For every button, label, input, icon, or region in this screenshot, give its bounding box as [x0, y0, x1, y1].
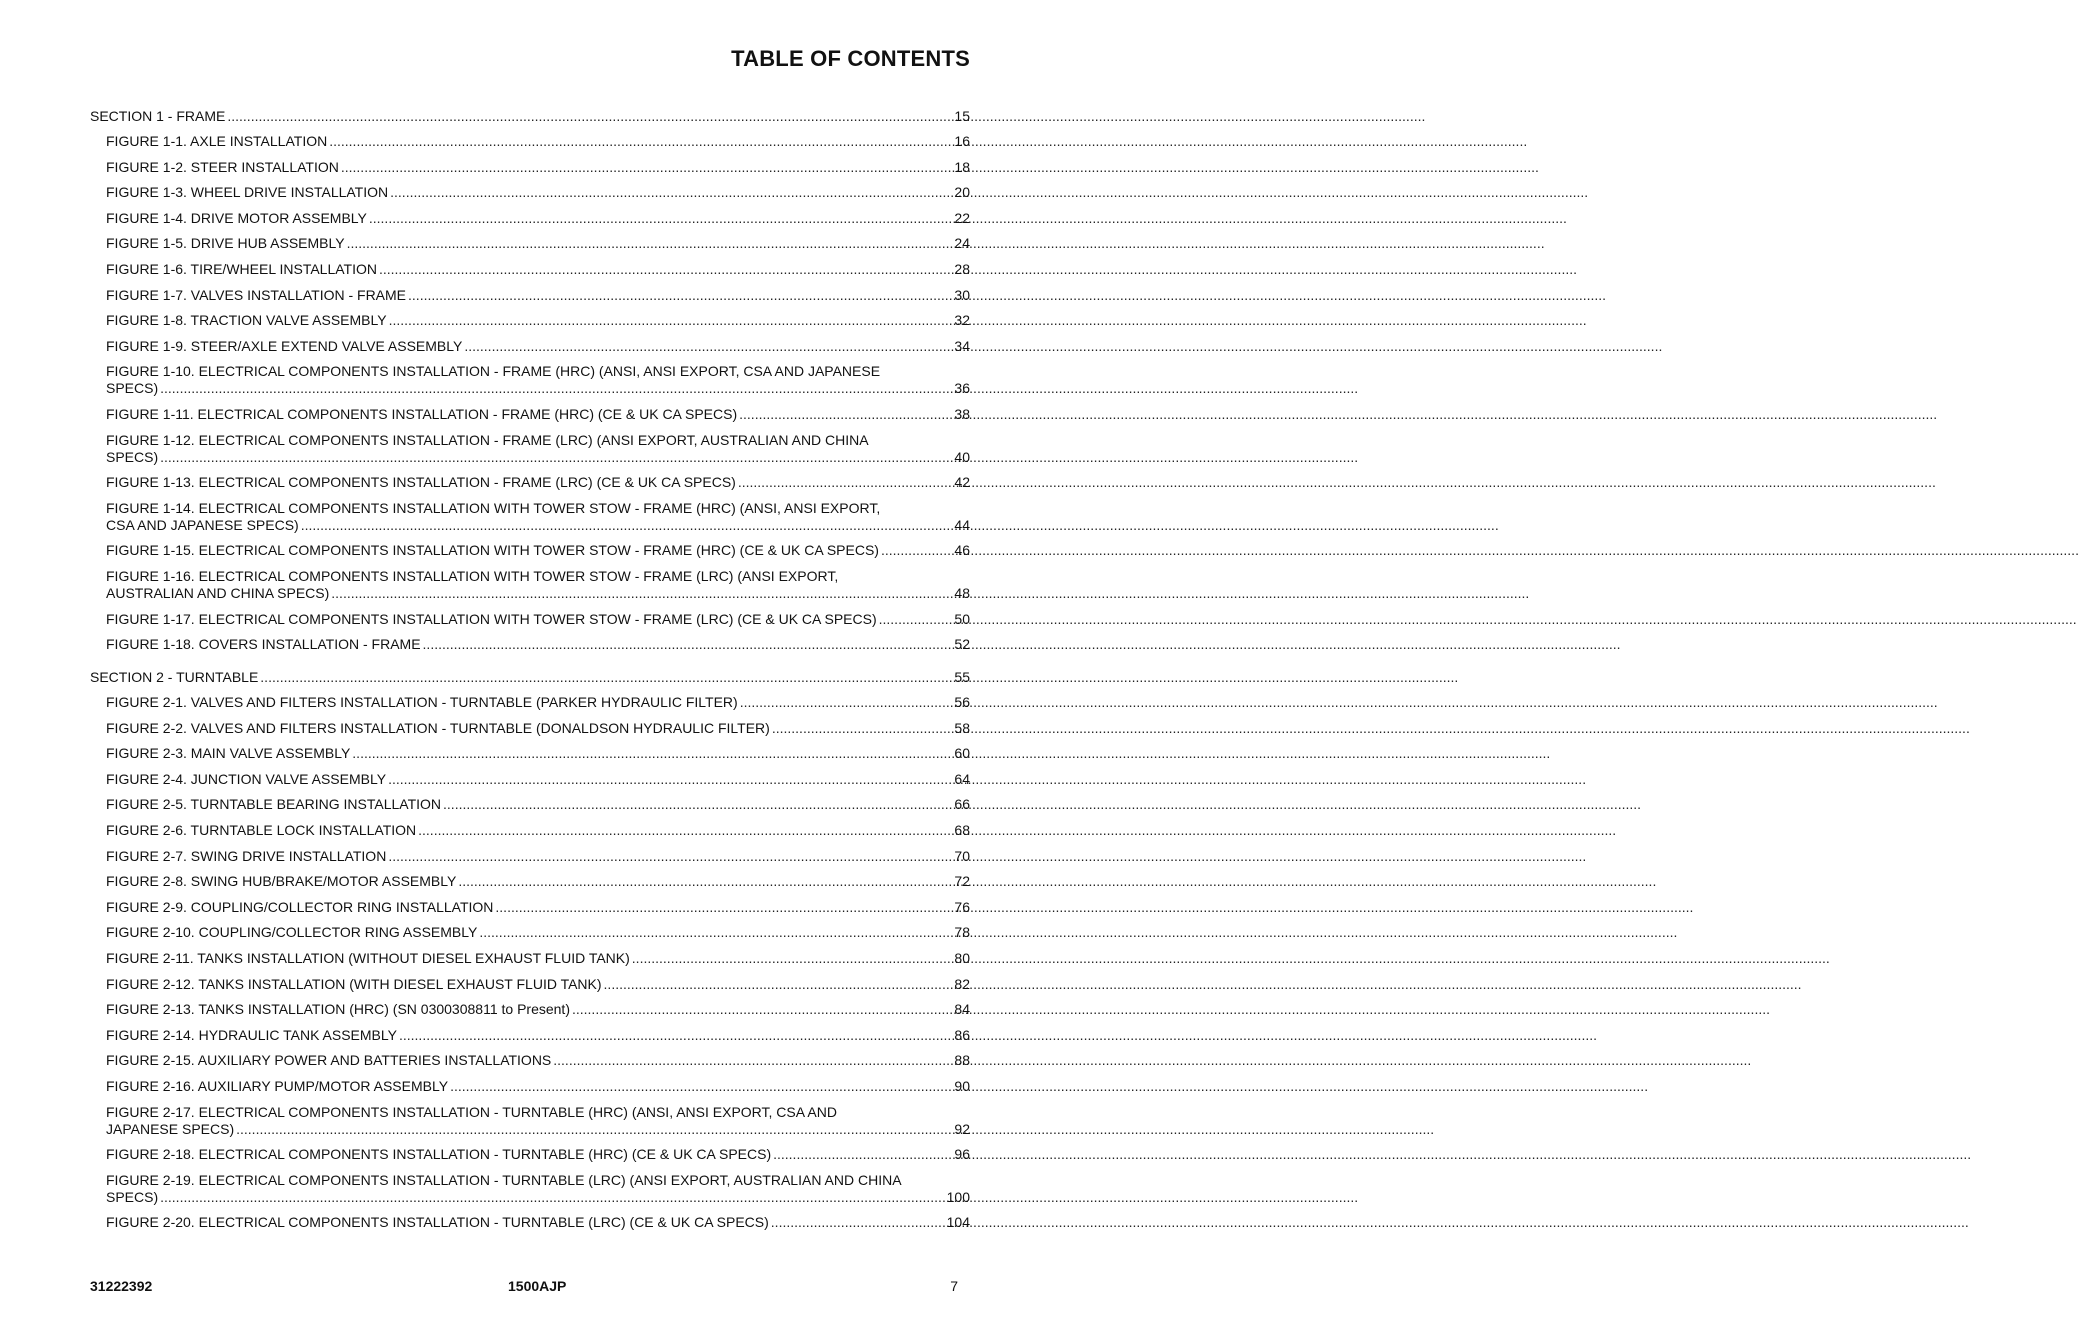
toc-figure-entry[interactable]	[106, 432, 970, 466]
toc-entry-title: FIGURE 2-16. AUXILIARY PUMP/MOTOR ASSEMBLY	[106, 1078, 449, 1094]
dot-leader	[553, 1052, 952, 1069]
toc-figure-entry[interactable]	[106, 796, 970, 813]
toc-entry-title: SECTION 2 - TURNTABLE	[90, 669, 259, 686]
toc-figure-entry[interactable]	[106, 1172, 970, 1206]
toc-entry-title: FIGURE 1-12. ELECTRICAL COMPONENTS INSTALLATION - FRAME (LRC) (ANSI EXPORT, AUSTRALIAN AND CHINA	[106, 431, 869, 448]
toc-entry-title: FIGURE 2-7. SWING DRIVE INSTALLATION	[106, 847, 387, 864]
toc-entry-title: FIGURE 1-18. COVERS INSTALLATION - FRAME	[106, 636, 421, 653]
toc-entry-title: FIGURE 2-9. COUPLING/COLLECTOR RING INSTALLATION	[106, 898, 494, 915]
toc-entry-title: FIGURE 2-1. VALVES AND FILTERS INSTALLATION - TURNTABLE (PARKER HYDRAULIC FILTER)	[106, 694, 738, 711]
page-title: TABLE OF CONTENTS	[731, 46, 970, 71]
dot-leader	[341, 159, 953, 176]
toc-figure-entry[interactable]	[106, 976, 970, 993]
toc-section-entry[interactable]	[90, 108, 970, 125]
dot-leader	[260, 669, 952, 686]
toc-entry-page: 30	[954, 286, 970, 303]
toc-figure-entry[interactable]	[106, 261, 970, 278]
toc-entry-title: FIGURE 2-19. ELECTRICAL COMPONENTS INSTALLATION - TURNTABLE (LRC) (ANSI EXPORT, AUSTRALIAN AND CHINA	[106, 1171, 902, 1188]
toc-entry-title: FIGURE 1-1. AXLE INSTALLATION	[106, 133, 328, 149]
toc-figure-entry[interactable]	[106, 950, 970, 967]
toc-entry-page: 100	[946, 1188, 970, 1205]
dot-leader	[773, 1146, 952, 1163]
toc-entry-page: 22	[954, 209, 970, 226]
dot-leader	[301, 517, 953, 534]
toc-entry-page: 46	[954, 542, 970, 559]
toc-entry-title: FIGURE 1-11. ELECTRICAL COMPONENTS INSTALLATION - FRAME (HRC) (CE & UK CA SPECS)	[106, 405, 738, 422]
toc-figure-entry[interactable]	[106, 771, 970, 788]
toc-entry-title: FIGURE 2-5. TURNTABLE BEARING INSTALLATION	[106, 796, 442, 813]
toc-figure-entry[interactable]	[106, 1052, 970, 1069]
toc-entry-title: FIGURE 1-14. ELECTRICAL COMPONENTS INSTALLATION WITH TOWER STOW - FRAME (HRC) (ANSI, ANSI EXPORT,	[106, 499, 881, 516]
dot-leader	[443, 796, 952, 813]
toc-figure-entry[interactable]	[106, 363, 970, 397]
toc-entry-title: FIGURE 2-13. TANKS INSTALLATION (HRC) (SN 0300308811 to Present)	[106, 1001, 570, 1018]
dot-leader	[388, 848, 952, 865]
toc-entry-page: 24	[954, 235, 970, 252]
toc-entry-title: SPECS)	[106, 448, 159, 465]
toc-entry-page: 16	[954, 133, 970, 149]
toc-entry-page: 48	[954, 584, 970, 601]
toc-entry-page: 72	[954, 873, 970, 890]
toc-figure-entry[interactable]	[106, 636, 970, 653]
dot-leader	[227, 108, 952, 125]
toc-entry-title: FIGURE 1-17. ELECTRICAL COMPONENTS INSTALLATION WITH TOWER STOW - FRAME (LRC) (CE & UK CA SPECS)	[106, 610, 877, 627]
toc-entry-page: 60	[954, 745, 970, 762]
toc-entry-title: FIGURE 1-15. ELECTRICAL COMPONENTS INSTALLATION WITH TOWER STOW - FRAME (HRC) (CE & UK CA SPECS)	[106, 542, 879, 559]
dot-leader	[352, 745, 952, 762]
dot-leader	[390, 184, 952, 201]
toc-entry-title: FIGURE 1-8. TRACTION VALVE ASSEMBLY	[106, 312, 387, 329]
toc-entry-title: FIGURE 2-17. ELECTRICAL COMPONENTS INSTALLATION - TURNTABLE (HRC) (ANSI, ANSI EXPORT, CSA AND	[106, 1103, 837, 1120]
toc-figure-entry[interactable]	[106, 924, 970, 941]
toc-entry-page: 58	[954, 719, 970, 736]
toc-entry-page: 50	[954, 610, 970, 627]
toc-entry-title: FIGURE 1-5. DRIVE HUB ASSEMBLY	[106, 235, 345, 252]
dot-leader	[160, 449, 952, 466]
toc-entry-title: FIGURE 1-16. ELECTRICAL COMPONENTS INSTALLATION WITH TOWER STOW - FRAME (LRC) (ANSI EXPORT,	[106, 567, 839, 584]
toc-entry-page: 84	[954, 1001, 970, 1018]
toc-entry-title: FIGURE 2-18. ELECTRICAL COMPONENTS INSTALLATION - TURNTABLE (HRC) (CE & UK CA SPECS)	[106, 1146, 772, 1163]
toc-entry-page: 44	[954, 516, 970, 533]
dot-leader	[879, 611, 953, 628]
toc-figure-entry[interactable]	[106, 1146, 970, 1163]
toc-entry-page: 52	[954, 636, 970, 653]
dot-leader	[632, 950, 953, 967]
toc-figure-entry[interactable]	[106, 1001, 970, 1018]
toc-figure-entry[interactable]	[106, 210, 970, 227]
table-of-contents	[90, 108, 970, 1240]
dot-leader	[236, 1121, 952, 1138]
toc-entry-page: 28	[954, 260, 970, 277]
toc-figure-entry[interactable]	[106, 474, 970, 491]
toc-entry-page: 32	[954, 312, 970, 329]
toc-figure-entry[interactable]	[106, 1078, 970, 1095]
toc-entry-title: JAPANESE SPECS)	[106, 1120, 235, 1137]
dot-leader	[331, 585, 952, 602]
toc-entry-page: 86	[954, 1026, 970, 1043]
dot-leader	[738, 474, 953, 491]
toc-figure-entry[interactable]	[106, 822, 970, 839]
dot-leader	[479, 924, 952, 941]
dot-leader	[423, 636, 953, 653]
toc-figure-entry[interactable]	[106, 611, 970, 628]
toc-entry-title: FIGURE 2-15. AUXILIARY POWER AND BATTERIES INSTALLATIONS	[106, 1052, 552, 1069]
toc-figure-entry[interactable]	[106, 873, 970, 890]
dot-leader	[739, 406, 952, 423]
dot-leader	[329, 133, 952, 150]
toc-figure-entry[interactable]	[106, 542, 970, 559]
toc-entry-title: SPECS)	[106, 380, 159, 397]
toc-figure-entry[interactable]	[106, 500, 970, 534]
toc-entry-title: FIGURE 2-8. SWING HUB/BRAKE/MOTOR ASSEMBLY	[106, 873, 457, 890]
toc-figure-entry[interactable]	[106, 899, 970, 916]
toc-entry-page: 56	[954, 694, 970, 711]
dot-leader	[389, 312, 953, 329]
dot-leader	[379, 261, 952, 278]
dot-leader	[399, 1027, 952, 1044]
toc-entry-page: 66	[954, 796, 970, 813]
toc-figure-entry[interactable]	[106, 287, 970, 304]
dot-leader	[347, 235, 953, 252]
toc-figure-entry[interactable]	[106, 745, 970, 762]
toc-figure-entry[interactable]	[106, 133, 970, 150]
toc-figure-entry[interactable]	[106, 338, 970, 355]
dot-leader	[881, 542, 952, 559]
toc-entry-title: FIGURE 1-13. ELECTRICAL COMPONENTS INSTALLATION - FRAME (LRC) (CE & UK CA SPECS)	[106, 474, 736, 491]
toc-entry-title: FIGURE 2-11. TANKS INSTALLATION (WITHOUT DIESEL EXHAUST FLUID TANK)	[106, 950, 630, 967]
toc-entry-title: FIGURE 1-6. TIRE/WHEEL INSTALLATION	[106, 260, 377, 277]
toc-entry-page: 55	[954, 669, 970, 686]
toc-entry-title: FIGURE 2-2. VALVES AND FILTERS INSTALLATION - TURNTABLE (DONALDSON HYDRAULIC FILTER)	[106, 719, 770, 736]
toc-entry-page: 96	[954, 1146, 970, 1163]
toc-entry-page: 104	[946, 1214, 970, 1231]
toc-figure-entry[interactable]	[106, 312, 970, 329]
toc-entry-page: 88	[954, 1052, 970, 1069]
toc-entry-page: 92	[954, 1120, 970, 1137]
toc-entry-page: 70	[954, 847, 970, 864]
page-footer	[90, 1278, 970, 1296]
toc-entry-title: FIGURE 2-20. ELECTRICAL COMPONENTS INSTALLATION - TURNTABLE (LRC) (CE & UK CA SPECS)	[106, 1214, 769, 1231]
dot-leader	[604, 976, 953, 993]
toc-entry-title: CSA AND JAPANESE SPECS)	[106, 516, 299, 533]
dot-leader	[458, 873, 952, 890]
toc-entry-title: AUSTRALIAN AND CHINA SPECS)	[106, 584, 330, 601]
dot-leader	[450, 1078, 952, 1095]
toc-entry-page: 42	[954, 474, 970, 491]
footer-page-number: 7	[950, 1278, 958, 1294]
toc-entry-page: 80	[954, 950, 970, 967]
toc-entry-title: SECTION 1 - FRAME	[90, 108, 226, 124]
toc-entry-page: 82	[954, 975, 970, 992]
dot-leader	[495, 899, 952, 916]
toc-figure-entry[interactable]	[106, 1214, 970, 1231]
toc-figure-entry[interactable]	[106, 720, 970, 737]
toc-figure-entry[interactable]	[106, 159, 970, 176]
toc-entry-title: FIGURE 1-2. STEER INSTALLATION	[106, 158, 339, 175]
dot-leader	[388, 771, 952, 788]
toc-entry-page: 38	[954, 405, 970, 422]
toc-entry-page: 64	[954, 770, 970, 787]
dot-leader	[772, 720, 953, 737]
dot-leader	[369, 210, 953, 227]
toc-entry-page: 68	[954, 822, 970, 839]
toc-entry-page: 40	[954, 448, 970, 465]
toc-entry-title: FIGURE 1-7. VALVES INSTALLATION - FRAME	[106, 286, 407, 303]
toc-entry-page: 36	[954, 380, 970, 397]
toc-entry-title: FIGURE 2-14. HYDRAULIC TANK ASSEMBLY	[106, 1026, 397, 1043]
toc-figure-entry[interactable]	[106, 235, 970, 252]
toc-figure-entry[interactable]	[106, 406, 970, 423]
toc-entry-page: 15	[954, 108, 970, 124]
toc-entry-page: 20	[954, 184, 970, 201]
toc-entry-page: 90	[954, 1078, 970, 1094]
toc-entry-title: SPECS)	[106, 1188, 159, 1205]
dot-leader	[408, 287, 952, 304]
dot-leader	[160, 1189, 945, 1206]
dot-leader	[740, 694, 953, 711]
dot-leader	[572, 1001, 952, 1018]
toc-entry-title: FIGURE 1-10. ELECTRICAL COMPONENTS INSTALLATION - FRAME (HRC) (ANSI, ANSI EXPORT, CSA AND JAPANESE	[106, 363, 881, 380]
toc-figure-entry[interactable]	[106, 1027, 970, 1044]
toc-entry-title: FIGURE 2-4. JUNCTION VALVE ASSEMBLY	[106, 770, 387, 787]
toc-figure-entry[interactable]	[106, 184, 970, 201]
toc-entry-page: 78	[954, 924, 970, 941]
toc-section-entry[interactable]	[90, 669, 970, 686]
footer-doc-number: 31222392	[90, 1278, 153, 1294]
dot-leader	[771, 1214, 945, 1231]
toc-entry-page: 76	[954, 898, 970, 915]
toc-entry-title: FIGURE 2-10. COUPLING/COLLECTOR RING ASSEMBLY	[106, 924, 478, 941]
toc-figure-entry[interactable]	[106, 1104, 970, 1138]
toc-entry-title: FIGURE 2-6. TURNTABLE LOCK INSTALLATION	[106, 822, 417, 839]
toc-entry-title: FIGURE 1-3. WHEEL DRIVE INSTALLATION	[106, 184, 389, 201]
toc-entry-title: FIGURE 1-4. DRIVE MOTOR ASSEMBLY	[106, 209, 367, 226]
toc-figure-entry[interactable]	[106, 694, 970, 711]
dot-leader	[464, 338, 952, 355]
footer-model: 1500AJP	[508, 1278, 567, 1294]
toc-figure-entry[interactable]	[106, 568, 970, 602]
toc-figure-entry[interactable]	[106, 848, 970, 865]
toc-entry-page: 34	[954, 337, 970, 354]
dot-leader	[160, 380, 952, 397]
dot-leader	[418, 822, 952, 839]
toc-entry-page: 18	[954, 158, 970, 175]
toc-entry-title: FIGURE 2-12. TANKS INSTALLATION (WITH DIESEL EXHAUST FLUID TANK)	[106, 975, 602, 992]
toc-entry-title: FIGURE 1-9. STEER/AXLE EXTEND VALVE ASSEMBLY	[106, 337, 463, 354]
toc-entry-title: FIGURE 2-3. MAIN VALVE ASSEMBLY	[106, 745, 351, 762]
